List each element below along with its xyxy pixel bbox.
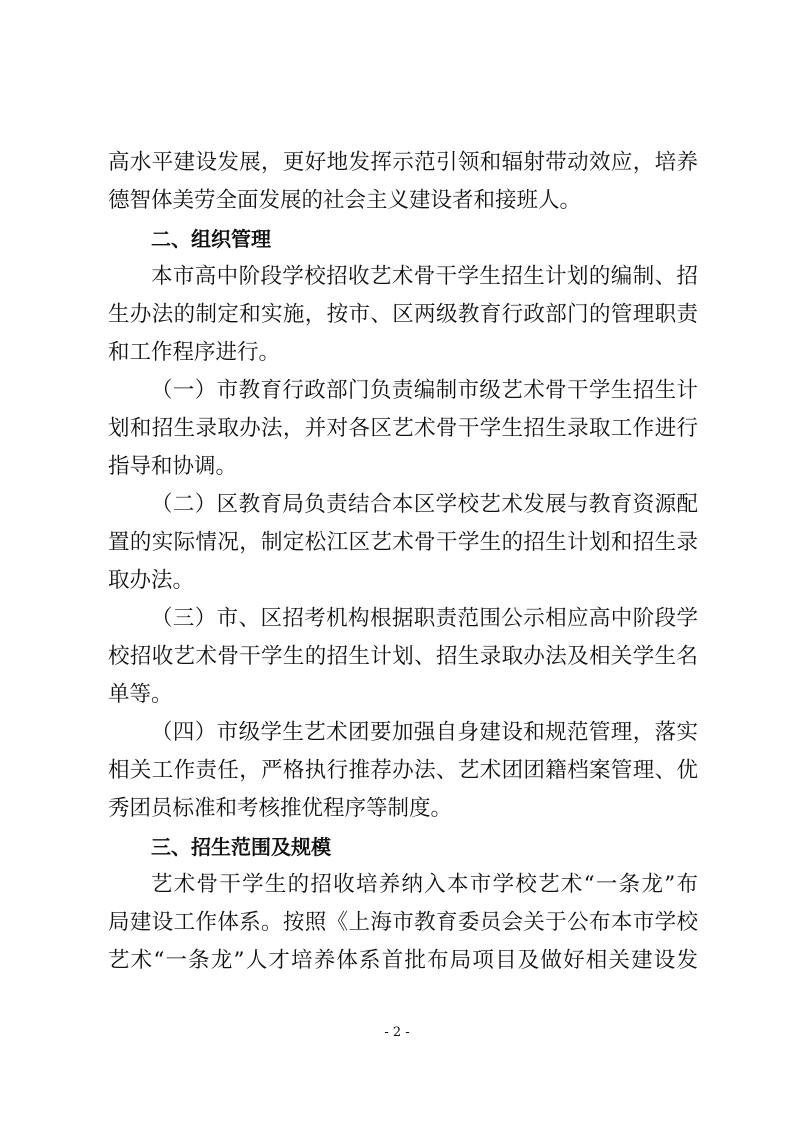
paragraph-line: 相关工作责任，严格执行推荐办法、艺术团团籍档案管理、优 — [108, 758, 698, 783]
paragraph-line: （二）区教育局负责结合本区学校艺术发展与教育资源配 — [151, 492, 698, 517]
paragraph-line: 德智体美劳全面发展的社会主义建设者和接班人。 — [108, 188, 582, 213]
paragraph-line: 局建设工作体系。按照《上海市教育委员会关于公布本市学校 — [108, 910, 698, 935]
paragraph-line: 划和招生录取办法，并对各区艺术骨干学生招生录取工作进行 — [108, 416, 698, 441]
paragraph-line: （三）市、区招考机构根据职责范围公示相应高中阶段学 — [151, 606, 698, 631]
paragraph-line: 指导和协调。 — [108, 454, 238, 479]
paragraph-line: （四）市级学生艺术团要加强自身建设和规范管理，落实 — [151, 720, 698, 745]
section-heading-scope: 三、招生范围及规模 — [151, 835, 331, 859]
section-heading-organization: 二、组织管理 — [151, 227, 271, 251]
paragraph-line: （一）市教育行政部门负责编制市级艺术骨干学生招生计 — [151, 378, 698, 403]
paragraph-line: 艺术骨干学生的招收培养纳入本市学校艺术“一条龙”布 — [151, 872, 698, 897]
page-number: - 2 - — [384, 1025, 410, 1040]
paragraph-line: 高水平建设发展，更好地发挥示范引领和辐射带动效应，培养 — [108, 150, 698, 175]
paragraph-line: 单等。 — [108, 682, 173, 707]
paragraph-line: 取办法。 — [108, 568, 195, 593]
body-text — [108, 144, 698, 980]
paragraph-line: 艺术“一条龙”人才培养体系首批布局项目及做好相关建设发 — [108, 948, 698, 973]
paragraph-line: 秀团员标准和考核推优程序等制度。 — [108, 796, 453, 821]
paragraph-line: 本市高中阶段学校招收艺术骨干学生招生计划的编制、招 — [151, 264, 698, 289]
paragraph-line: 置的实际情况，制定松江区艺术骨干学生的招生计划和招生录 — [108, 530, 698, 555]
paragraph-line: 生办法的制定和实施，按市、区两级教育行政部门的管理职责 — [108, 302, 698, 327]
paragraph-line: 和工作程序进行。 — [108, 340, 281, 365]
paragraph-line: 校招收艺术骨干学生的招生计划、招生录取办法及相关学生名 — [108, 644, 698, 669]
